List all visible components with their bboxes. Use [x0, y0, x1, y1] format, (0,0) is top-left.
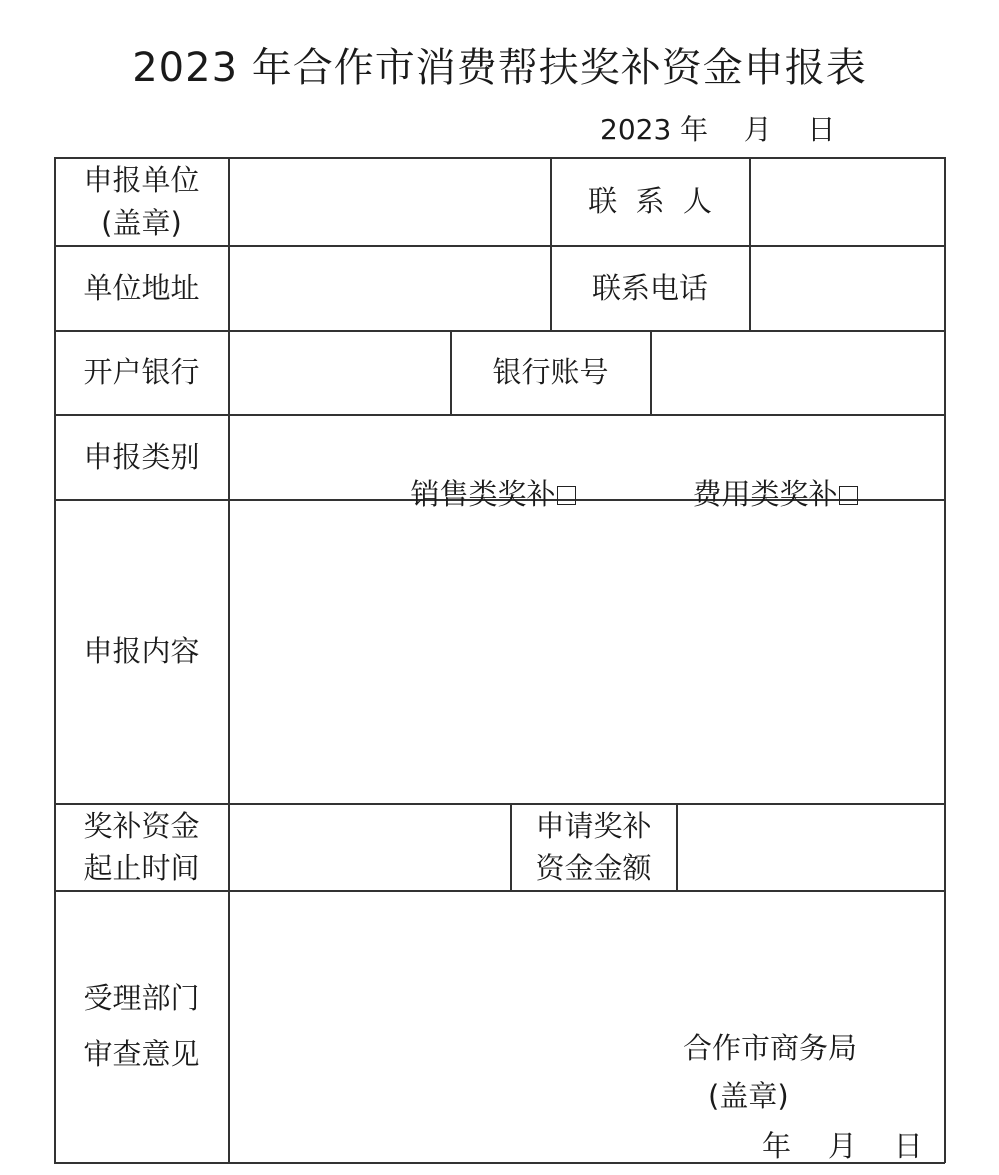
- bank-label: 开户银行: [83, 355, 200, 390]
- review-org: 合作市商务局: [683, 1031, 858, 1065]
- amount-label-line1: 申请奖补: [535, 808, 652, 843]
- applicant-label-line2: (盖章): [101, 205, 182, 240]
- contact-label: 联 系 人: [588, 184, 712, 219]
- category-option-sales-label: 销售类奖补: [410, 477, 556, 511]
- amount-label-line2: 资金金额: [535, 851, 652, 885]
- content-label: 申报内容: [83, 634, 200, 669]
- category-label: 申报类别: [83, 439, 200, 474]
- review-label: [55, 891, 228, 1162]
- period-label: [55, 804, 228, 890]
- amount-label: [511, 804, 676, 890]
- contact-value-cell[interactable]: [750, 158, 944, 245]
- review-date: 年 月 日: [762, 1129, 923, 1163]
- account-label: 银行账号: [492, 355, 609, 390]
- address-value-cell[interactable]: [229, 246, 550, 330]
- form-title: 2023 年合作市消费帮扶奖补资金申报表: [132, 45, 867, 91]
- period-label-line1: 奖补资金: [83, 808, 200, 843]
- review-label-line1: 受理部门: [83, 981, 200, 1016]
- phone-value-cell[interactable]: [750, 246, 944, 330]
- address-label: 单位地址: [83, 270, 200, 305]
- amount-value-cell[interactable]: [677, 804, 944, 890]
- applicant-label-line1: 申报单位: [83, 163, 200, 198]
- review-seal: (盖章): [708, 1079, 789, 1113]
- form-date: 2023 年 月 日: [600, 113, 836, 146]
- period-value-cell[interactable]: [229, 804, 510, 890]
- applicant-label: [55, 158, 228, 245]
- phone-label: 联系电话: [591, 270, 708, 305]
- bank-value-cell[interactable]: [229, 331, 450, 414]
- category-option-expense-label: 费用类奖补: [692, 477, 838, 511]
- period-label-line2: 起止时间: [83, 851, 200, 885]
- applicant-value-cell[interactable]: [229, 158, 550, 245]
- content-value-cell[interactable]: [229, 500, 944, 803]
- account-value-cell[interactable]: [651, 331, 944, 414]
- review-label-line2: 审查意见: [83, 1036, 200, 1071]
